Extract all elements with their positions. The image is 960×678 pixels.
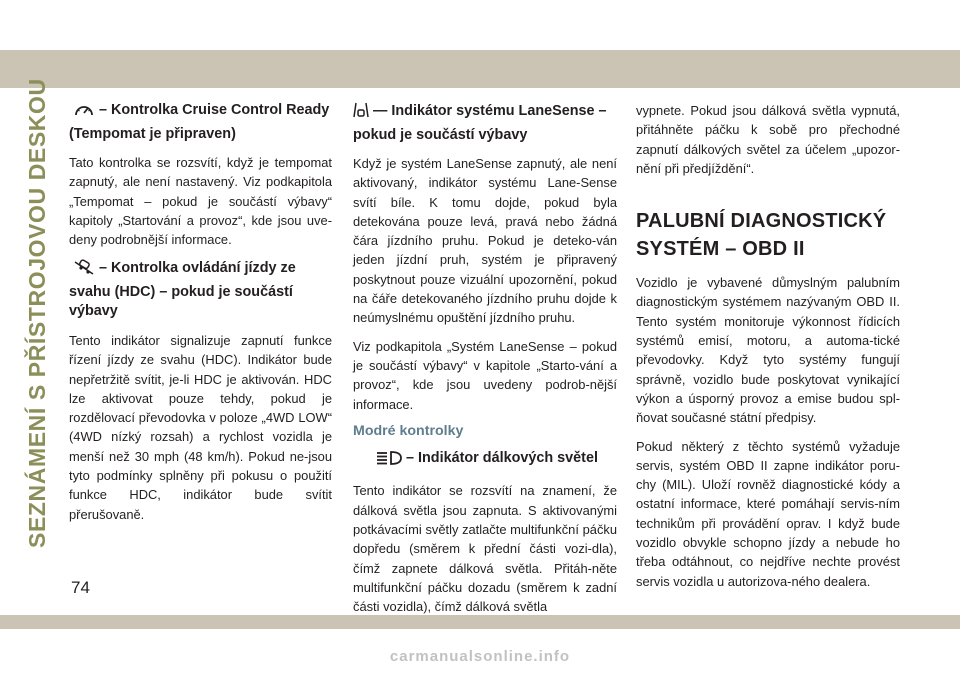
hdc-text: Tento indikátor signalizuje zapnutí funkce řízení jízdy ze svahu (HDC). Indikátor bude nepřetržitě svítit, je-li HDC je aktivován. HDC lze aktivovat pouze tehdy, pokud je rozdělovací převodovka v poloze „4WD LOW“ (4WD nízký rozsah) a rychlost vozidla je menší než 30 mph (48 km/h). Pokud ne-jsou tyto podmínky splněny při pokusu o použití funkce HDC, indikátor bude svítit přerušovaně.	[69, 332, 332, 522]
lanesense-heading: — Indikátor systému LaneSense – pokud je součástí výbavy	[353, 103, 607, 143]
high-beam-text: Tento indikátor se rozsvítí na znamení, že dálková světla jsou zapnuta. S aktivovanými potkávacími světly zatlačte multifunkční páčku dopředu (směrem k přední části vozi-dla), čímž zapnete dálková světla. Přitáh-něte multifunkční páčku dozadu (směrem k zadní části vozidla), čímž dálková světla	[353, 483, 617, 615]
hdc-heading: – Kontrolka ovládání jízdy ze svahu (HDC) – pokud je součástí výbavy	[69, 260, 296, 320]
column-3	[636, 101, 900, 600]
column-1	[69, 101, 332, 533]
obd-text-2: Pokud některý z těchto systémů vyžaduje servis, systém OBD II zapne indikátor poru-chy (MIL). Uloží rovněž diagnostické kódy a ostatní informace, které pomáhají servis-ním technikům při provádění oprav. I když bude vozidlo obvykle schopno jízdy a nebude ho třeba odtáhnout, co nejdříve nechte provést servis vozidla u autorizova-ného dealera.	[636, 438, 900, 589]
chapter-side-title: SEZNÁMENÍ S PŘÍSTROJOVOU DESKOU	[24, 78, 50, 548]
watermark: carmanualsonline.info	[389, 648, 571, 665]
hill-descent-icon	[73, 258, 95, 283]
cruise-ready-text: Tato kontrolka se rozsvítí, když je tempomat zapnutý, ale není nastavený. Viz podkapitola „Tempomat – pokud je součástí výbavy“ kapitoly „Startování a provoz“, kde jsou uve-deny podrobnější informace.	[69, 155, 332, 248]
lanesense-reference-text: Viz podkapitola „Systém LaneSense – pokud je součástí výbavy“ v kapitole „Starto-vání a provoz“, kde jsou uvedeny podrob-nější informace.	[353, 338, 617, 412]
blue-indicators-heading: Modré kontrolky	[353, 422, 464, 439]
obd-text-1: Vozidlo je vybavené důmyslným palubním diagnostickým systémem nazývaným OBD II. Tento systém monitoruje výkonnost řídicích systémů emisí, motoru, a automa-tické převodovky. Když tyto systémy fungují správně, vozidlo bude poskytovat vynikající výkon a úsporný provoz a emise budou spl-ňovat současné státní předpisy.	[636, 275, 900, 426]
page-number: 74	[71, 578, 90, 597]
high-beam-continued-text: vypnete. Pokud jsou dálková světla vypnutá, přitáhněte páčku k sobě pro přechodné zapnutí dálkových světel za účelem „upozor-nění při předjíždění“.	[636, 103, 900, 176]
high-beam-icon	[376, 450, 402, 473]
top-band	[0, 50, 960, 88]
lanesense-icon	[353, 101, 369, 126]
high-beam-heading: – Indikátor dálkových světel	[353, 449, 617, 473]
cruise-control-icon	[73, 102, 95, 125]
lanesense-text: Když je systém LaneSense zapnutý, ale není aktivovaný, indikátor systému Lane-Sense svítí bíle. K tomu dojde, pokud byla detekována pouze levá, pravá nebo žádná čára jízdního pruhu. Pokud je deteko-ván jeden jízdní pruh, systém je připravený poskytnout pouze vizuální upozornění, pokud na čáře detekovaného jízdního pruhu dojde k neúmyslnému opuštění jízdního pruhu.	[353, 156, 617, 326]
obd-heading: PALUBNÍ DIAGNOSTICKÝ SYSTÉM – OBD II	[636, 210, 887, 261]
column-2	[353, 101, 617, 625]
cruise-ready-heading: – Kontrolka Cruise Control Ready (Tempomat je připraven)	[69, 102, 330, 142]
